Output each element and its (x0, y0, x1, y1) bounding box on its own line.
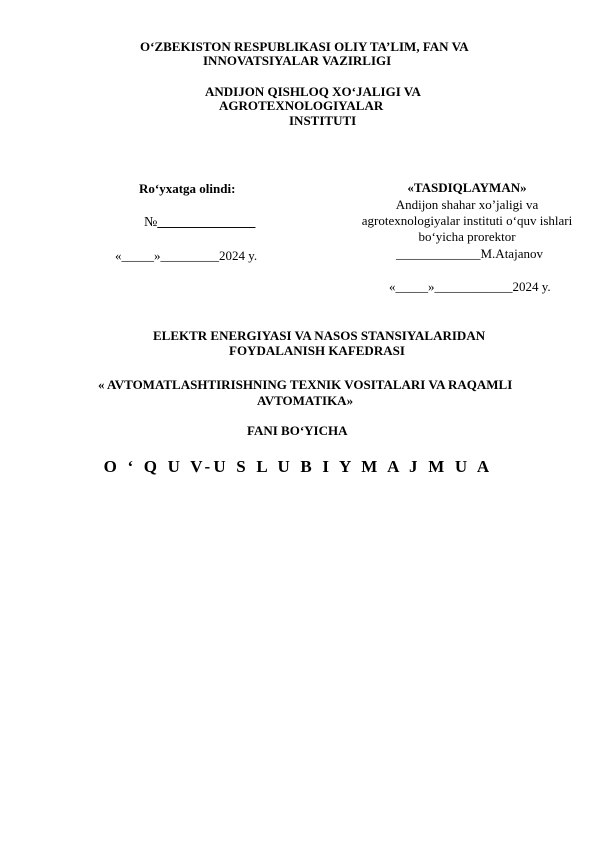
approval-date: «_____»____________2024 y. (389, 279, 551, 294)
department-line-1: ELEKTR ENERGIYASI VA NASOS STANSIYALARIDAN (153, 328, 486, 343)
registration-date: «_____»_________2024 y. (115, 248, 258, 263)
ministry-line-1: O‘ZBEKISTON RESPUBLIKASI OLIY TA’LIM, FAN VA (140, 39, 469, 54)
subject-label: FANI BO‘YICHA (247, 423, 348, 438)
institute-line-1: ANDIJON QISHLOQ XO‘JALIGI VA (205, 84, 421, 99)
ministry-line-2: INNOVATSIYALAR VAZIRLIGI (203, 53, 392, 68)
course-line-1: « AVTOMATLASHTIRISHNING TEXNIK VOSITALARI VA RAQAMLI (98, 377, 513, 392)
registration-heading: Ro‘yxatga olindi: (139, 181, 236, 196)
number-sign: № (144, 215, 158, 230)
approval-signature: _____________M.Atajanov (396, 246, 543, 261)
institute-line-2: AGROTEXNOLOGIYALAR (219, 98, 384, 113)
institute-line-3: INSTITUTI (289, 113, 357, 128)
approval-line-3: bo‘yicha prorektor (418, 229, 516, 244)
approval-line-2: agrotexnologiyalar instituti o‘quv ishlari (361, 213, 573, 228)
registration-number-blank: ______________ (157, 215, 256, 230)
approval-line-1: Andijon shahar xo’jaligi va (395, 197, 539, 212)
document-title: O ‘ Q U V-U S L U B I Y M A J M U A (103, 457, 493, 476)
department-line-2: FOYDALANISH KAFEDRASI (229, 343, 405, 358)
approval-heading: «TASDIQLAYMAN» (407, 180, 527, 195)
registration-number (144, 215, 255, 231)
course-line-2: AVTOMATIKA» (257, 393, 354, 408)
